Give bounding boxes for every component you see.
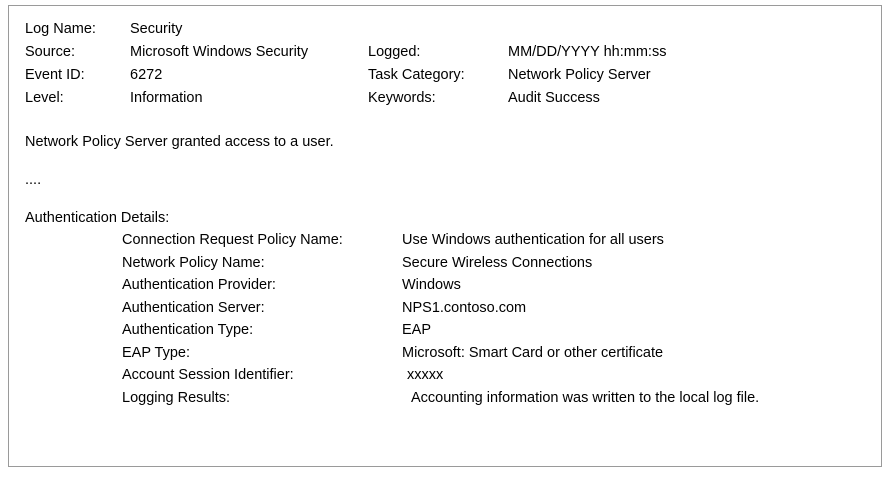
detail-key: Logging Results: xyxy=(122,389,231,406)
level-label: Level: xyxy=(25,90,64,106)
detail-value: xxxxx xyxy=(407,367,444,383)
detail-value: EAP xyxy=(402,322,432,338)
detail-key: Authentication Server: xyxy=(122,299,265,316)
level-value: Information xyxy=(130,90,203,106)
detail-key: Authentication Type: xyxy=(122,322,254,338)
detail-value: Use Windows authentication for all users xyxy=(402,232,664,248)
detail-key: Account Session Identifier: xyxy=(122,367,294,383)
spacer-after-header xyxy=(25,107,865,133)
event-ellipsis: .... xyxy=(25,172,42,188)
task-category-label: Task Category: xyxy=(368,67,465,83)
header-row-0-right-value xyxy=(508,20,865,38)
detail-value: Microsoft: Smart Card or other certificate xyxy=(402,344,664,361)
authentication-details-title: Authentication Details: xyxy=(25,210,170,226)
detail-value: Accounting information was written to the local log file. xyxy=(411,389,760,406)
log-name-label: Log Name: xyxy=(25,21,96,37)
event-description: Network Policy Server granted access to a user. xyxy=(25,134,334,150)
event-id-value: 6272 xyxy=(130,67,163,83)
detail-value: Secure Wireless Connections xyxy=(402,254,593,271)
detail-key: EAP Type: xyxy=(122,344,190,361)
keywords-value: Audit Success xyxy=(508,90,600,106)
event-id-label: Event ID: xyxy=(25,67,85,83)
logged-value: MM/DD/YYYY hh:mm:ss xyxy=(508,44,667,60)
logged-label: Logged: xyxy=(368,44,421,60)
authentication-details-grid xyxy=(122,231,865,407)
source-label: Source: xyxy=(25,44,75,60)
source-value: Microsoft Windows Security xyxy=(130,44,309,60)
event-header-grid xyxy=(25,20,865,107)
keywords-label: Keywords: xyxy=(368,90,436,106)
event-details-panel xyxy=(8,5,882,467)
detail-value: NPS1.contoso.com xyxy=(402,299,527,316)
spacer-after-description xyxy=(25,151,865,171)
detail-key: Network Policy Name: xyxy=(122,254,265,271)
detail-value: Windows xyxy=(402,277,461,293)
header-row-0-right-label xyxy=(368,20,508,38)
task-category-value: Network Policy Server xyxy=(508,67,651,83)
detail-key: Connection Request Policy Name: xyxy=(122,232,343,248)
detail-key: Authentication Provider: xyxy=(122,277,276,293)
log-name-value: Security xyxy=(130,21,183,37)
spacer-before-details xyxy=(25,189,865,209)
